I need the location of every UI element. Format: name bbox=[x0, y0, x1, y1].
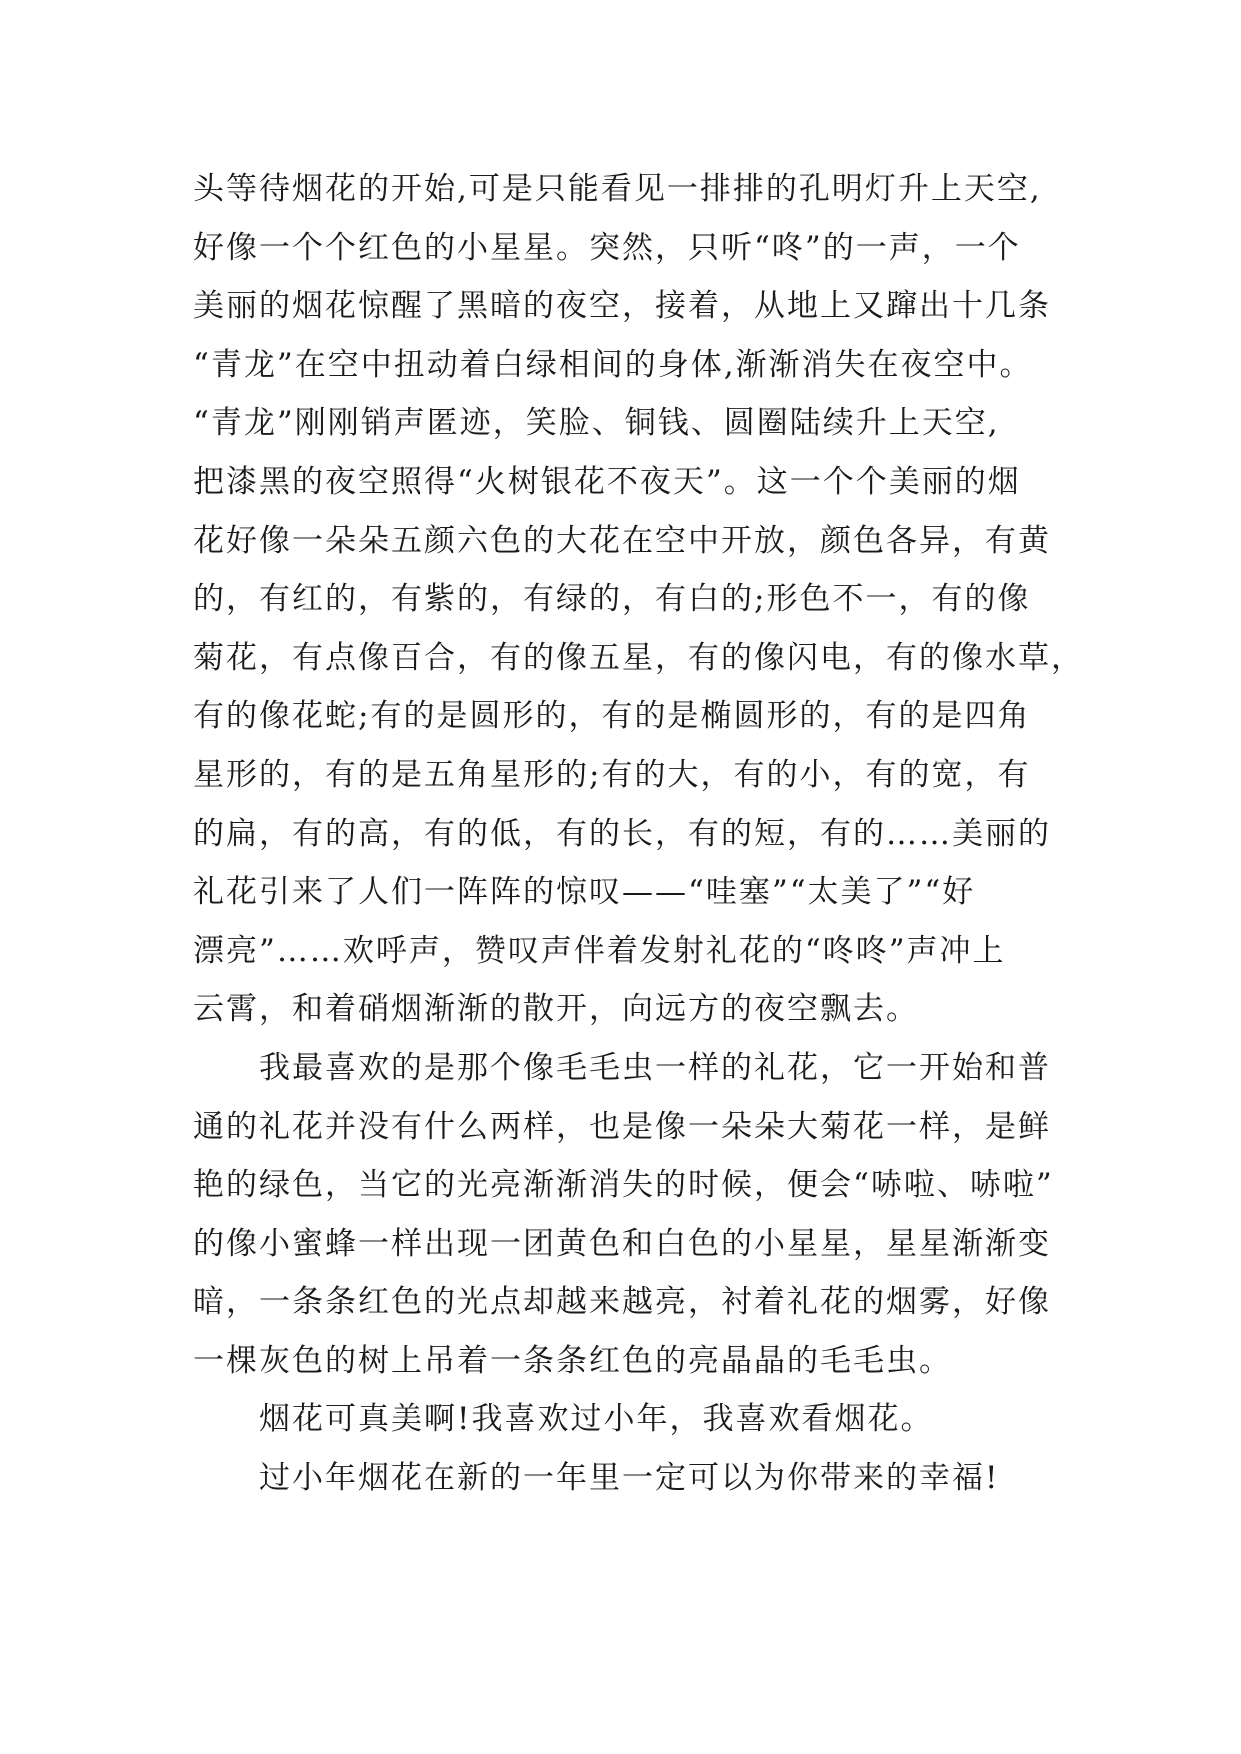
text-line: 艳的绿色，当它的光亮渐渐消失的时候，便会“哧啦、哧啦” bbox=[193, 1167, 1054, 1204]
text-line: 花好像一朵朵五颜六色的大花在空中开放，颜色各异，有黄 bbox=[193, 522, 1051, 559]
text-line: 通的礼花并没有什么两样，也是像一朵朵大菊花一样，是鲜 bbox=[193, 1108, 1051, 1145]
text-line: 好像一个个红色的小星星。突然，只听“咚”的一声，一个 bbox=[193, 229, 1021, 266]
text-line: 漂亮”……欢呼声，赞叹声伴着发射礼花的“咚咚”声冲上 bbox=[193, 932, 1006, 969]
text-line: 星形的，有的是五角星形的;有的大，有的小，有的宽，有 bbox=[193, 756, 1031, 793]
text-line: 一棵灰色的树上吊着一条条红色的亮晶晶的毛毛虫。 bbox=[193, 1342, 952, 1379]
text-line: 头等待烟花的开始,可是只能看见一排排的孔明灯升上天空, bbox=[193, 171, 1042, 207]
text-line: 礼花引来了人们一阵阵的惊叹——“哇塞”“太美了”“好 bbox=[193, 874, 976, 911]
text-line: 把漆黑的夜空照得“火树银花不夜天”。这一个个美丽的烟 bbox=[193, 463, 1021, 500]
paragraph-start-line: 过小年烟花在新的一年里一定可以为你带来的幸福! bbox=[259, 1460, 1000, 1497]
text-line: 菊花，有点像百合，有的像五星，有的像闪电，有的像水草， bbox=[193, 639, 1084, 676]
text-line: 美丽的烟花惊醒了黑暗的夜空，接着，从地上又蹿出十几条 bbox=[193, 288, 1051, 325]
text-line: 的扁，有的高，有的低，有的长，有的短，有的……美丽的 bbox=[193, 815, 1051, 852]
text-line: 的，有红的，有紫的，有绿的，有白的;形色不一，有的像 bbox=[193, 581, 1031, 618]
text-line: “青龙”在空中扭动着白绿相间的身体,渐渐消失在夜空中。 bbox=[193, 346, 1033, 383]
text-line: 有的像花蛇;有的是圆形的，有的是椭圆形的，有的是四角 bbox=[193, 698, 1031, 735]
body-text bbox=[193, 160, 1084, 1508]
paragraph-start-line: 我最喜欢的是那个像毛毛虫一样的礼花，它一开始和普 bbox=[259, 1049, 1051, 1086]
text-line: “青龙”刚刚销声匿迹，笑脸、铜钱、圆圈陆续升上天空, bbox=[193, 405, 1000, 442]
text-line: 暗，一条条红色的光点却越来越亮，衬着礼花的烟雾，好像 bbox=[193, 1284, 1051, 1321]
text-line: 云霄，和着硝烟渐渐的散开，向远方的夜空飘去。 bbox=[193, 991, 919, 1028]
text-line: 的像小蜜蜂一样出现一团黄色和白色的小星星，星星渐渐变 bbox=[193, 1225, 1051, 1262]
paragraph-start-line: 烟花可真美啊!我喜欢过小年，我喜欢看烟花。 bbox=[259, 1401, 934, 1438]
